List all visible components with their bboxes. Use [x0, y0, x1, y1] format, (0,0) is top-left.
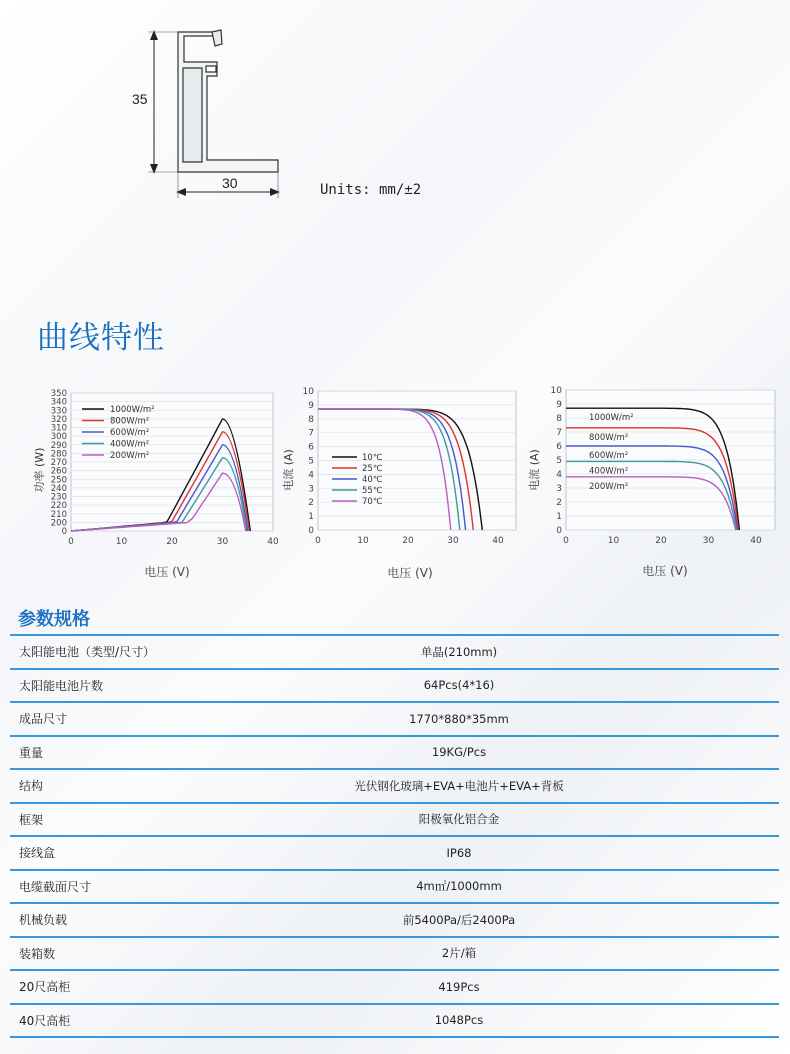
y-tick-label: 0	[308, 526, 314, 536]
spec-key: 40尺高柜	[10, 1004, 279, 1038]
spec-key: 装箱数	[10, 937, 279, 971]
x-tick-label: 0	[315, 536, 321, 546]
spec-value: 1048Pcs	[279, 1004, 779, 1038]
y-tick-label: 220	[50, 501, 67, 512]
y-axis-label: 电流 (A)	[282, 449, 295, 491]
y-tick-label: 310	[50, 423, 67, 434]
spec-key: 框架	[10, 803, 279, 837]
spec-value: 19KG/Pcs	[279, 736, 779, 770]
y-tick-label: 280	[50, 449, 67, 460]
y-tick-label: 8	[308, 414, 314, 425]
y-axis-label: 功率 (W)	[33, 447, 46, 493]
y-tick-label: 8	[556, 414, 562, 424]
y-tick-label: 0	[61, 527, 67, 537]
y-tick-label: 10	[550, 386, 562, 396]
y-tick-label: 240	[50, 483, 67, 494]
y-tick-label: 5	[308, 456, 314, 467]
x-tick-label: 10	[607, 536, 620, 546]
spec-row	[10, 635, 779, 669]
y-tick-label: 2	[308, 498, 314, 509]
x-tick-label: 20	[166, 537, 178, 547]
spec-value: IP68	[279, 836, 779, 870]
spec-key: 太阳能电池片数	[10, 669, 279, 703]
y-tick-label: 250	[50, 475, 67, 486]
spec-row	[10, 769, 779, 803]
spec-row	[10, 970, 779, 1004]
legend-label: 400W/m²	[589, 466, 629, 477]
spec-row	[10, 1004, 779, 1038]
spec-value: 419Pcs	[279, 970, 779, 1004]
y-tick-label: 2	[556, 498, 562, 508]
y-tick-label: 4	[556, 470, 562, 480]
spec-key: 电缆截面尺寸	[10, 870, 279, 904]
x-tick-label: 0	[563, 536, 569, 546]
spec-key: 接线盒	[10, 836, 279, 870]
legend-label: 600W/m²	[589, 451, 629, 461]
y-axis-label: 电流 (A)	[528, 449, 541, 491]
legend-label: 200W/m²	[110, 451, 150, 461]
spec-key: 机械负载	[10, 903, 279, 937]
y-tick-label: 3	[308, 484, 314, 495]
spec-key: 太阳能电池（类型/尺寸）	[10, 635, 279, 669]
spec-key: 成品尺寸	[10, 702, 279, 736]
y-tick-label: 4	[308, 470, 314, 481]
spec-key: 20尺高柜	[10, 970, 279, 1004]
power-voltage-chart	[30, 385, 280, 585]
legend-label: 1000W/m²	[110, 405, 155, 415]
spec-table	[10, 634, 779, 1038]
spec-key: 重量	[10, 736, 279, 770]
y-tick-label: 270	[50, 458, 67, 468]
x-tick-label: 30	[702, 536, 715, 546]
y-tick-label: 340	[50, 397, 67, 408]
y-tick-label: 210	[50, 509, 67, 520]
legend-label: 200W/m²	[589, 481, 629, 492]
x-tick-label: 20	[402, 536, 414, 546]
section-title-curves: 曲线特性	[37, 320, 165, 356]
spec-value: 64Pcs(4*16)	[279, 669, 779, 703]
x-axis-label: 电压 (V)	[642, 564, 688, 578]
spec-value: 前5400Pa/后2400Pa	[279, 903, 779, 937]
spec-value: 单晶(210mm)	[279, 635, 779, 669]
y-tick-label: 300	[50, 432, 67, 443]
height-dimension: 35	[132, 91, 148, 107]
legend-label: 10℃	[362, 453, 383, 463]
x-tick-label: 10	[357, 536, 369, 546]
y-tick-label: 200	[50, 518, 67, 529]
x-axis-label: 电压 (V)	[387, 566, 433, 580]
x-tick-label: 40	[267, 537, 279, 547]
legend-label: 70℃	[362, 497, 383, 507]
y-tick-label: 0	[556, 526, 562, 536]
x-tick-label: 10	[115, 537, 128, 547]
spec-value: 2片/箱	[279, 937, 779, 971]
legend-label: 1000W/m²	[589, 413, 634, 424]
y-tick-label: 260	[50, 466, 67, 477]
spec-value: 光伏钢化玻璃+EVA+电池片+EVA+背板	[279, 769, 779, 803]
x-tick-label: 40	[750, 536, 762, 546]
current-voltage-irradiance-chart	[525, 385, 780, 585]
spec-row	[10, 702, 779, 736]
y-tick-label: 9	[308, 400, 314, 411]
x-tick-label: 30	[216, 537, 229, 547]
legend-label: 400W/m²	[110, 439, 150, 450]
y-tick-label: 10	[302, 387, 314, 397]
legend-label: 55℃	[362, 486, 383, 496]
y-tick-label: 1	[556, 512, 562, 522]
spec-key: 结构	[10, 769, 279, 803]
x-tick-label: 40	[492, 536, 504, 546]
frame-profile-drawing	[120, 20, 300, 205]
y-tick-label: 320	[50, 414, 67, 425]
y-tick-label: 1	[308, 512, 314, 523]
y-tick-label: 9	[556, 400, 562, 410]
spec-value: 4m㎡/1000mm	[279, 870, 779, 904]
y-tick-label: 290	[50, 440, 67, 451]
spec-value: 1770*880*35mm	[279, 702, 779, 736]
spec-row	[10, 669, 779, 703]
x-tick-label: 30	[447, 536, 459, 546]
y-tick-label: 230	[50, 492, 67, 503]
legend-label: 40℃	[362, 475, 383, 485]
spec-row	[10, 870, 779, 904]
spec-row	[10, 803, 779, 837]
current-voltage-temperature-chart	[280, 385, 525, 585]
legend-label: 800W/m²	[589, 432, 629, 443]
y-tick-label: 7	[556, 428, 562, 438]
legend-label: 600W/m²	[110, 428, 150, 438]
units-note: Units: mm/±2	[320, 182, 422, 198]
x-tick-label: 0	[68, 537, 74, 547]
spec-row	[10, 937, 779, 971]
y-tick-label: 6	[308, 442, 314, 453]
y-tick-label: 350	[50, 389, 67, 399]
spec-row	[10, 903, 779, 937]
y-tick-label: 6	[556, 442, 562, 452]
width-dimension: 30	[222, 175, 238, 191]
spec-value: 阳极氧化铝合金	[279, 803, 779, 837]
y-tick-label: 7	[308, 428, 314, 439]
spec-row	[10, 836, 779, 870]
spec-row	[10, 736, 779, 770]
legend-label: 25℃	[362, 464, 383, 474]
x-axis-label: 电压 (V)	[144, 565, 190, 579]
y-tick-label: 330	[50, 406, 67, 417]
y-tick-label: 3	[556, 484, 562, 494]
y-tick-label: 5	[556, 456, 562, 466]
legend-label: 800W/m²	[110, 416, 150, 427]
x-tick-label: 20	[655, 536, 667, 546]
section-title-params: 参数规格	[18, 609, 90, 630]
